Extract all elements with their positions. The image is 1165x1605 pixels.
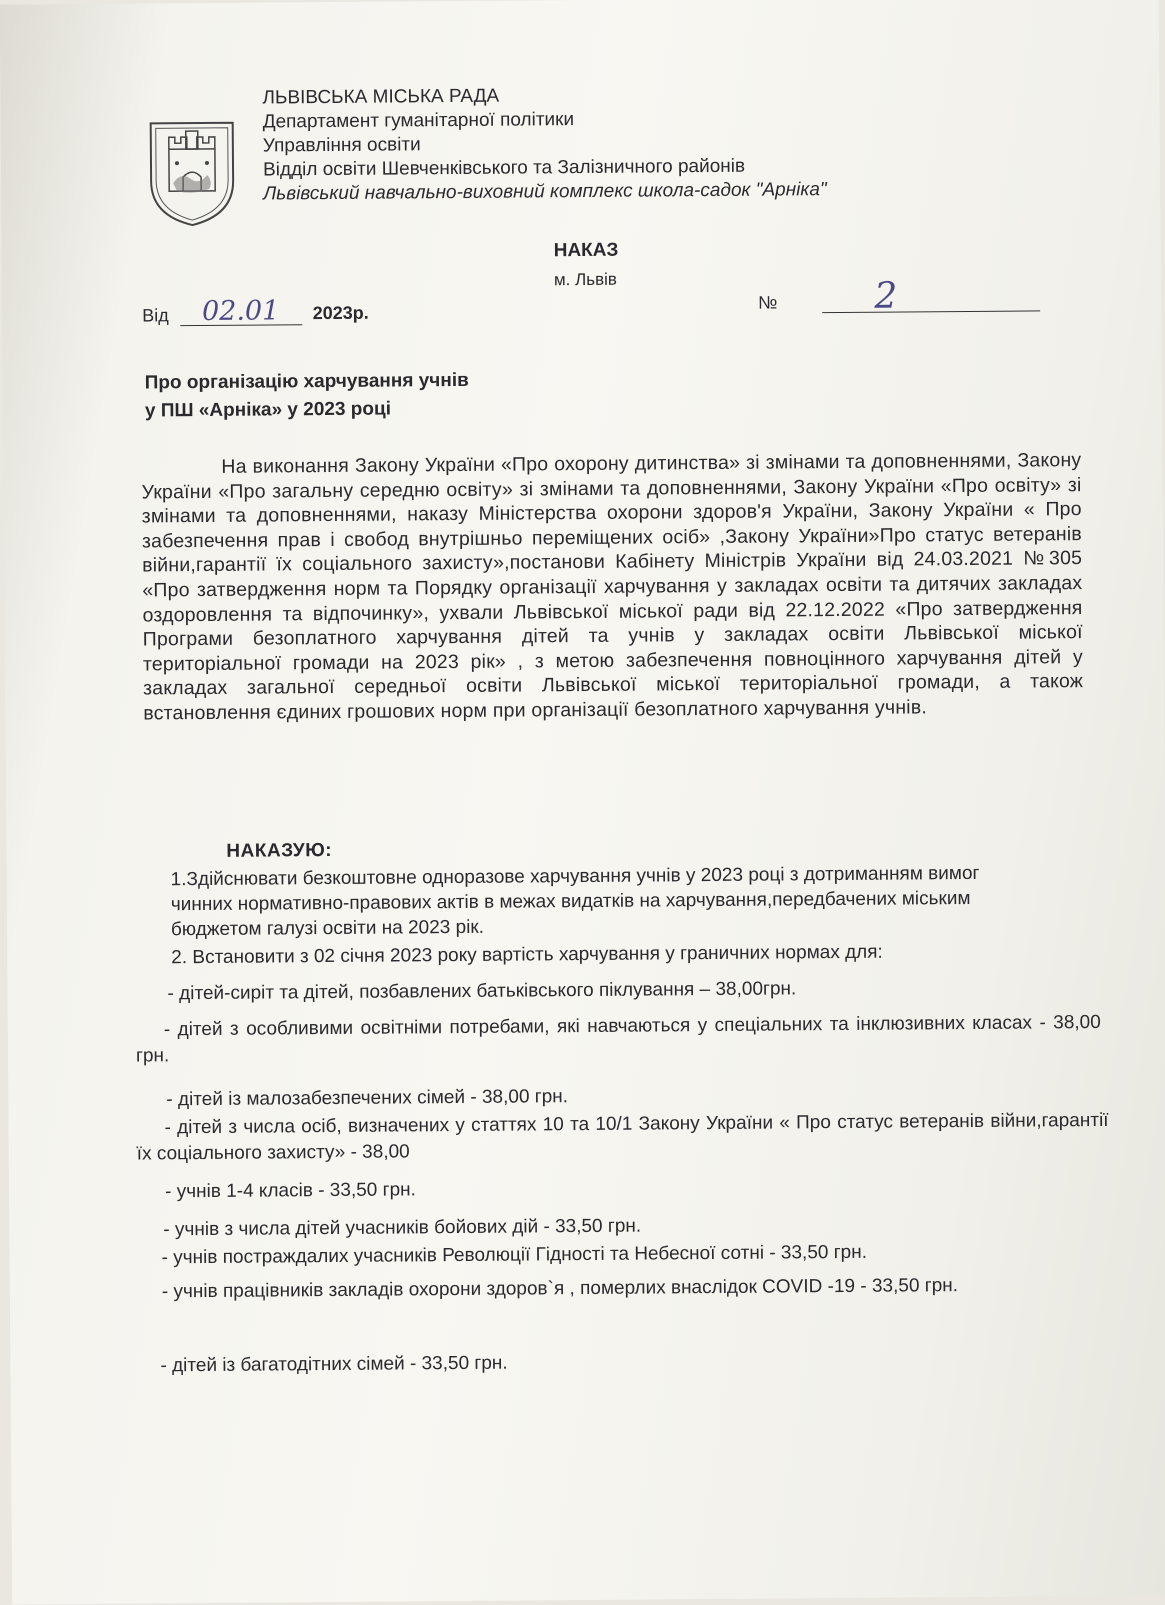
order-subject bbox=[145, 367, 469, 426]
order-year: 2023р. bbox=[312, 302, 369, 324]
administration-name: Управління освіти bbox=[262, 134, 421, 157]
number-label: № bbox=[758, 292, 778, 313]
department-name: Департамент гуманітарної політики bbox=[262, 109, 575, 133]
handwritten-date: 02.01 bbox=[180, 298, 302, 326]
norm-item: - учнів працівників закладів охорони здоров`я , померлих внаслідок COVID -19 - 33,50 грн. bbox=[161, 1275, 959, 1303]
subject-line-2: у ПШ «Арніка» у 2023 році bbox=[144, 398, 392, 422]
lviv-coat-of-arms-icon bbox=[147, 119, 238, 230]
norm-item: - дітей-сиріт та дітей, позбавлених батьківського піклування – 38,00грн. bbox=[167, 978, 797, 1005]
norm-item: - дітей з числа осіб, визначених у статтях 10 та 10/1 Закону України « Про статус ветеранів війни,гарантії їх соціального захисту» - 38,00 bbox=[136, 1109, 1109, 1165]
norm-item: - учнів з числа дітей учасників бойових дій - 33,50 грн. bbox=[163, 1215, 642, 1241]
norm-item: - учнів постраждалих учасників Революції Гідності та Небесної сотні - 33,50 грн. bbox=[161, 1241, 868, 1269]
order-city: м. Львів bbox=[553, 269, 617, 290]
preamble-paragraph: На виконання Закону України «Про охорону дитинства» зі змінами та доповненнями, Закону України «Про загальну середню освіту» зі змінами та доповненнями, Закону України «Про освіту» зі змінами та доповненнями, наказу Міністерства охорони здоров'я України, Закону України « Про забезпечення прав і свобод внутрішньо переміщених осіб» ,Закону України»Про статус ветеранів війни,гарантії їх соціального захисту»,постанови Кабінету Міністрів України від 24.03.2021 №305 «Про затвердження норм та Порядку організації харчування у закладах освіти та дитячих закладах оздоровлення та відпочинку», ухвали Львівської міської ради від 22.12.2022 «Про затвердження Програми безоплатного харчування дітей та учнів у закладах освіти Львівської міської територіальної громади на 2023 рік» , з метою забезпечення повноцінного харчування дітей у закладах загальної середньої освіти Львівської міської територіальної громади, а також встановлення єдиних грошових норм при організації безоплатного харчування учнів. bbox=[141, 449, 1084, 725]
norm-item: - дітей із малозабезпечених сімей - 38,00 грн. bbox=[166, 1086, 569, 1111]
date-label: Від bbox=[142, 305, 169, 326]
division-name: Відділ освіти Шевченківського та Залізничного районів bbox=[262, 155, 746, 181]
order-item-2: 2. Встановити з 02 січня 2023 року вартість харчування у граничних нормах для: bbox=[171, 941, 883, 969]
organization-header bbox=[262, 82, 826, 206]
norm-item: - учнів 1-4 класів - 33,50 грн. bbox=[164, 1179, 416, 1203]
norm-item: - дітей із багатодітних сімей - 33,50 грн. bbox=[160, 1352, 508, 1377]
council-name: ЛЬВІВСЬКА МІСЬКА РАДА bbox=[262, 85, 500, 109]
decree-heading: НАКАЗУЮ: bbox=[226, 839, 333, 862]
subject-line-1: Про організацію харчування учнів bbox=[144, 369, 469, 394]
norm-item: - дітей з особливими освітніми потребами, які навчаються у спеціальних та інклюзивних класах - 38,00 грн. bbox=[135, 1011, 1101, 1067]
order-item-1: 1.Здійснювати безкоштовне одноразове харчування учнів у 2023 році з дотриманням вимог чинних нормативно-правових актів в межах видатків на харчування,передбачених міським бюджетом галузі освіти на 2023 рік. bbox=[170, 862, 980, 941]
handwritten-number: 2 bbox=[822, 280, 1040, 313]
order-number bbox=[758, 275, 1041, 317]
school-name: Львівський навчально-виховний комплекс школа-садок "Арніка" bbox=[263, 179, 827, 205]
order-date bbox=[142, 295, 369, 327]
order-title: НАКАЗ bbox=[553, 239, 619, 262]
